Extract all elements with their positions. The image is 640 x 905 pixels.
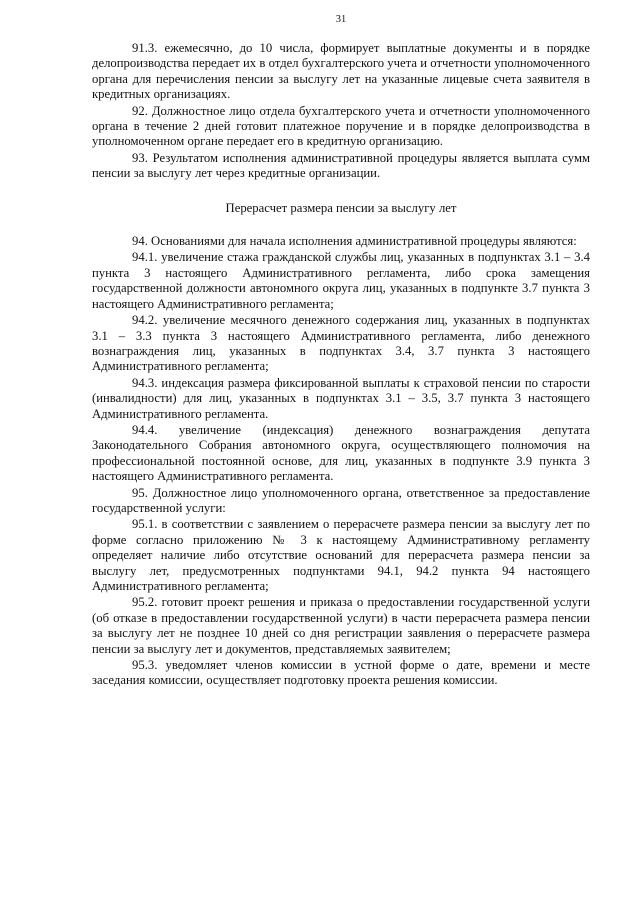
paragraph-95-2: 95.2. готовит проект решения и приказа о предоставлении государственной услуги (об отказе в предоставлении государственной услуги) в части перерасчета размера пенсии за выслугу лет не позднее 10 дней со дня регистрации заявления о перерасчете размера пенсии за выслугу лет и документов, представляемых заявителем; [92, 595, 590, 656]
paragraph-95: 95. Должностное лицо уполномоченного органа, ответственное за предоставление государственной услуги: [92, 485, 590, 515]
paragraph-94: 94. Основаниями для начала исполнения административной процедуры являются: [132, 234, 577, 249]
paragraph-94-2: 94.2. увеличение месячного денежного содержания лиц, указанных в подпунктах 3.1 – 3.3 пункта 3 настоящего Административного регламента, либо денежного вознаграждения лиц, указанных в подпунктах 3.4, 3.7 пункта 3 настоящего Административного регламента; [92, 313, 590, 374]
page-number: 31 [335, 14, 347, 25]
paragraph-95-1: 95.1. в соответствии с заявлением о перерасчете размера пенсии за выслугу лет по форме согласно приложению № 3 к настоящему Административному регламенту определяет наличие либо отсутствие оснований для перерасчета размера пенсии за выслугу лет, предусмотренных подпунктами 94.1, 94.2 пункта 94 настоящего Административного регламента; [92, 517, 590, 593]
paragraph-92: 92. Должностное лицо отдела бухгалтерского учета и отчетности уполномоченного органа в течение 2 дней готовит платежное поручение и в порядке делопроизводства в уполномоченном органе передает его в кредитную организацию. [92, 103, 590, 149]
paragraph-93: 93. Результатом исполнения административной процедуры является выплата сумм пенсии за выслугу лет через кредитные организации. [92, 150, 590, 181]
paragraph-94-4: 94.4. увеличение (индексация) денежного вознаграждения депутата Законодательного Собрания автономного округа, осуществляющего полномочия на профессиональной постоянной основе, для лиц, указанных в подпункте 3.9 пункта 3 настоящего Административного регламента. [92, 422, 590, 484]
paragraph-94-1: 94.1. увеличение стажа гражданской службы лиц, указанных в подпунктах 3.1 – 3.4 пункта 3 настоящего Административного регламента, либо срока замещения государственной должности автономного округа лиц, указанных в подпункте 3.7 пункта 3 настоящего Административного регламента; [92, 250, 590, 311]
section-heading: Перерасчет размера пенсии за выслугу лет [225, 200, 457, 215]
paragraph-94-3: 94.3. индексация размера фиксированной выплаты к страховой пенсии по старости (инвалидности) для лиц, указанных в подпунктах 3.1 – 3.5, 3.7 пункта 3 настоящего Административного регламента. [92, 375, 590, 421]
paragraph-91-3: 91.3. ежемесячно, до 10 числа, формирует выплатные документы и в порядке делопроизводства передает их в отдел бухгалтерского учета и отчетности уполномоченного органа для перечисления пенсии за выслугу лет на указанные лицевые счета заявителя в кредитных организациях. [92, 41, 590, 102]
paragraph-95-3: 95.3. уведомляет членов комиссии в устной форме о дате, времени и месте заседания комиссии, осуществляет подготовку проекта решения комиссии. [92, 658, 590, 688]
